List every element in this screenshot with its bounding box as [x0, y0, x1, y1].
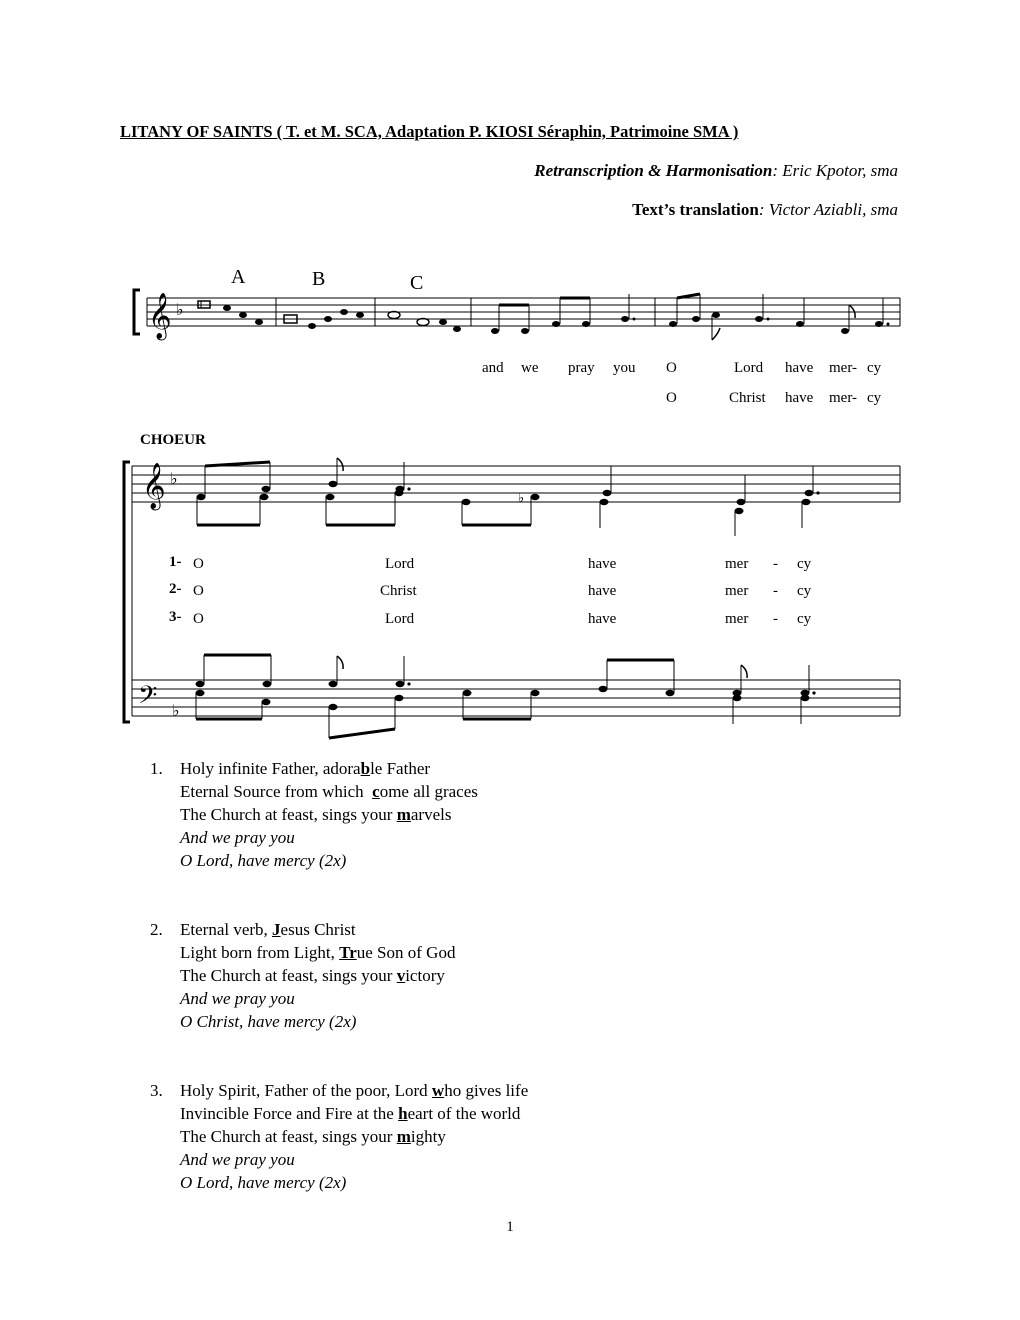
- lyric-word: O: [193, 611, 204, 627]
- chorus-bass-upper: [196, 655, 816, 696]
- lyric-word: O: [193, 556, 204, 572]
- lyric-word: Lord: [734, 360, 764, 376]
- credit-retranscription-label: Retranscription & Harmonisation: [534, 161, 773, 180]
- lyric-word: mer-: [829, 360, 858, 376]
- chorus-treble-lower: [197, 490, 811, 536]
- treble-clef-icon: 𝄞: [148, 293, 172, 339]
- lyric-word: cy: [867, 360, 882, 376]
- mark-c: C: [410, 272, 424, 294]
- verse-line: And we pray you: [180, 1150, 295, 1170]
- lyric-word: -: [773, 583, 778, 599]
- verse-line: And we pray you: [180, 828, 295, 848]
- verse-line: The Church at feast, sings your marvels: [180, 805, 452, 825]
- verse-line: The Church at feast, sings your mighty: [180, 1127, 446, 1147]
- verse-line: The Church at feast, sings your victory: [180, 966, 445, 986]
- treble-clef-icon: 𝄞: [142, 463, 166, 509]
- verse-line: O Lord, have mercy (2x): [180, 1173, 347, 1193]
- lyric-word: O: [193, 583, 204, 599]
- flat-icon: ♭: [176, 300, 184, 319]
- verse-line: Eternal Source from which come all graces: [180, 782, 478, 802]
- lyric-word: cy: [797, 611, 812, 627]
- lyric-word: have: [588, 583, 617, 599]
- solo-notes-m4: [491, 294, 636, 334]
- lyric-word: mer: [725, 583, 749, 599]
- verse-line: Holy infinite Father, adorable Father: [180, 759, 431, 778]
- lyric-word: pray: [568, 360, 595, 376]
- lyric-word: we: [521, 360, 539, 376]
- verse-number: 1.: [150, 759, 163, 778]
- lyric-word: Lord: [385, 611, 415, 627]
- chorus-heading: CHOEUR: [140, 432, 206, 448]
- lyric-word: -: [773, 611, 778, 627]
- verse-line: Holy Spirit, Father of the poor, Lord who gives life: [180, 1081, 529, 1100]
- lyric-word: mer: [725, 611, 749, 627]
- lyric-word: Christ: [380, 583, 417, 599]
- verse-number: 2-: [169, 581, 182, 597]
- lyric-word: cy: [797, 556, 812, 572]
- credit-translation-label: Text’s translation: [632, 200, 759, 219]
- solo-notes-m5: [669, 294, 890, 340]
- page-title: LITANY OF SAINTS ( T. et M. SCA, Adaptation P. KIOSI Séraphin, Patrimoine SMA ): [120, 122, 739, 141]
- verse-line: O Lord, have mercy (2x): [180, 851, 347, 871]
- chorus-treble-upper: [197, 458, 820, 505]
- lyric-word: Lord: [385, 556, 415, 572]
- verse-number: 2.: [150, 920, 163, 939]
- solo-staff: [134, 290, 900, 341]
- solo-notes-c: [388, 312, 461, 333]
- lyric-word: have: [588, 556, 617, 572]
- lyric-word: cy: [867, 390, 882, 406]
- verse-line: Eternal verb, Jesus Christ: [180, 920, 356, 939]
- lyric-word: and: [482, 360, 504, 376]
- lyric-word: have: [588, 611, 617, 627]
- credit-retranscription: Retranscription & Harmonisation: Eric Kpotor, sma: [534, 161, 898, 180]
- lyric-word: cy: [797, 583, 812, 599]
- lyric-word: O: [666, 360, 677, 376]
- lyric-word: have: [785, 390, 814, 406]
- mark-a: A: [231, 266, 246, 288]
- chorus-bass-lower: [196, 690, 810, 738]
- mark-b: B: [312, 268, 326, 290]
- chorus-bracket: [124, 462, 130, 722]
- verse-line: And we pray you: [180, 989, 295, 1009]
- credit-translation-value: Victor Aziabli, sma: [768, 200, 898, 219]
- verse-number: 1-: [169, 554, 182, 570]
- credit-retranscription-value: Eric Kpotor, sma: [782, 161, 898, 180]
- svg-text:♭: ♭: [518, 491, 525, 506]
- flat-icon: ♭: [172, 701, 180, 720]
- lyric-word: mer: [725, 556, 749, 572]
- verse-line: Light born from Light, True Son of God: [180, 943, 456, 963]
- lyric-word: mer-: [829, 390, 858, 406]
- bass-clef-icon: 𝄢: [138, 681, 158, 716]
- flat-icon: ♭: [170, 469, 178, 488]
- lyric-word: O: [666, 390, 677, 406]
- verse-number: 3.: [150, 1081, 163, 1100]
- verse-number: 3-: [169, 609, 182, 625]
- lyric-word: you: [613, 360, 636, 376]
- verse-line: Invincible Force and Fire at the heart of the world: [180, 1104, 521, 1124]
- chorus-staff: [124, 458, 900, 738]
- verse-line: O Christ, have mercy (2x): [180, 1012, 357, 1032]
- page-number: 1: [506, 1219, 514, 1235]
- lyric-word: Christ: [729, 390, 766, 406]
- lyric-word: have: [785, 360, 814, 376]
- solo-bracket: [134, 290, 140, 334]
- lyric-word: -: [773, 556, 778, 572]
- credit-translation: Text’s translation: Victor Aziabli, sma: [632, 200, 898, 219]
